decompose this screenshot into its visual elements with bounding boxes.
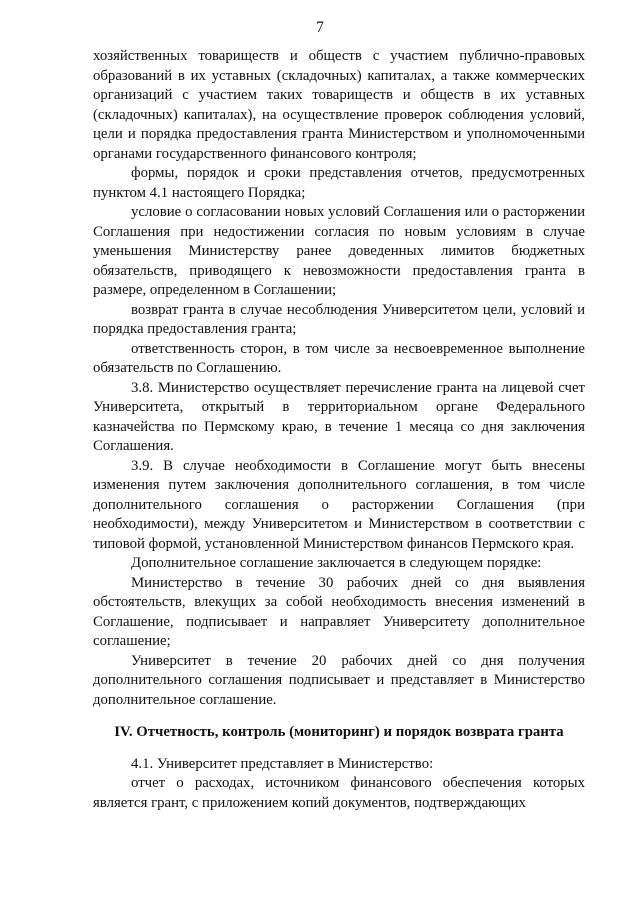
paragraph: возврат гранта в случае несоблюдения Университетом цели, условий и порядка предоставления гранта; (93, 301, 585, 337)
document-body (93, 47, 585, 813)
paragraph: 3.9. В случае необходимости в Соглашение могут быть внесены изменения путем заключения дополнительного соглашения, в том числе дополнительного соглашения о расторжении Соглашения (при необходимости), между Университетом и Министерством в соответствии с типовой формой, установленной Министерством финансов Пермского края. (93, 457, 585, 552)
paragraph: Университет в течение 20 рабочих дней со дня получения дополнительного соглашения подписывает и представляет в Министерство дополнительное соглашение. (93, 652, 585, 708)
paragraph: 3.8. Министерство осуществляет перечисление гранта на лицевой счет Университета, открытый в территориальном органе Федерального казначейства по Пермскому краю, в течение 1 месяца со дня заключения Соглашения. (93, 379, 585, 454)
paragraph: хозяйственных товариществ и обществ с участием публично-правовых образований в их уставных (складочных) капиталах, а также коммерческих организаций с участием таких товариществ и обществ в их уставных (складочных) капиталах), на осуществление проверок соблюдения условий, цели и порядка предоставления гранта Министерством и уполномоченными органами государственного финансового контроля; (93, 48, 585, 162)
paragraph: отчет о расходах, источником финансового обеспечения которых является грант, с приложением копий документов, подтверждающих (93, 775, 585, 811)
paragraph: условие о согласовании новых условий Соглашения или о расторжении Соглашения при недостижении согласия по новым условиям в случае уменьшения Министерству ранее доведенных лимитов бюджетных обязательств, приводящего к невозможности предоставления гранта в размере, определенном в Соглашении; (93, 204, 585, 298)
paragraph: ответственность сторон, в том числе за несвоевременное выполнение обязательств по Соглашению. (93, 340, 585, 376)
paragraph: Дополнительное соглашение заключается в следующем порядке: (131, 555, 542, 571)
section-heading: IV. Отчетность, контроль (мониторинг) и порядок возврата гранта (114, 724, 564, 740)
page-number: 7 (316, 19, 324, 36)
paragraph: 4.1. Университет представляет в Министерство: (131, 755, 434, 772)
paragraph: Министерство в течение 30 рабочих дней со дня выявления обстоятельств, влекущих за собой необходимость внесения изменений в Соглашение, подписывает и направляет Университету дополнительное соглашение; (93, 574, 585, 649)
paragraph: формы, порядок и сроки представления отчетов, предусмотренных пунктом 4.1 настоящего Порядка; (93, 165, 585, 201)
